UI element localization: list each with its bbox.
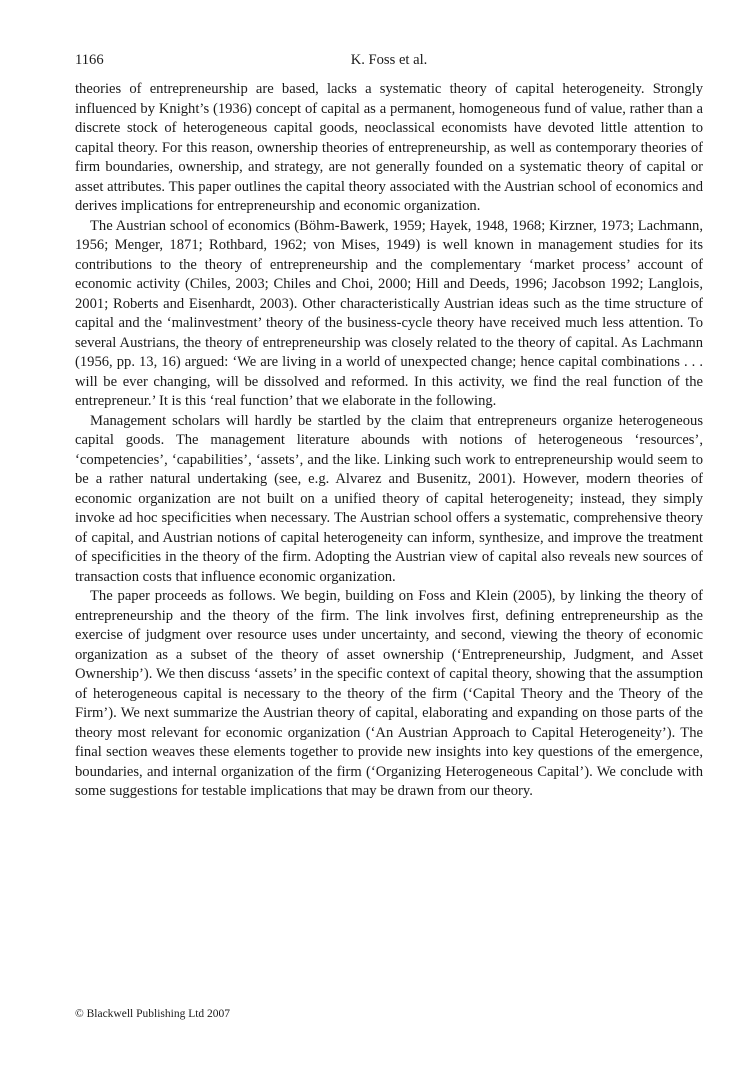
running-head: K. Foss et al. <box>350 52 428 68</box>
page-header <box>75 50 703 72</box>
body-text <box>75 80 703 802</box>
copyright-footer: © Blackwell Publishing Ltd 2007 <box>75 1008 231 1020</box>
paragraph-paper-outline: The paper proceeds as follows. We begin, building on Foss and Klein (2005), by linking the theory of entrepreneurship and the theory of the firm. The link involves first, defining entrepreneurship as the exercise of judgment over resource uses under uncertainty, and second, viewing the theory of economic organization as a subset of the theory of asset ownership (‘Entrepreneurship, Judgment, and Asset Ownership’). We then discuss ‘assets’ in the specific context of capital theory, showing that the assumption of heterogeneous capital is necessary to the theory of the firm (‘Capital Theory and the Theory of the Firm’). We next summarize the Austrian theory of capital, elaborating and expanding on those parts of the theory most relevant for economic organization (‘An Austrian Approach to Capital Heterogeneity’). The final section weaves these elements together to provide new insights into key questions of the emergence, boundaries, and internal organization of the firm (‘Organizing Heterogeneous Capital’). We conclude with some suggestions for testable implications that may be drawn from our theory. <box>75 588 703 799</box>
page-content <box>75 50 703 802</box>
paragraph-management-scholars: Management scholars will hardly be startled by the claim that entrepreneurs organize heterogeneous capital goods. The management literature abounds with notions of heterogeneous ‘resources’, ‘competencies’, ‘capabilities’, ‘assets’, and the like. Linking such work to entrepreneurship would seem to be a rather natural undertaking (see, e.g. Alvarez and Busenitz, 2001). However, modern theories of economic organization are not built on a unified theory of capital heterogeneity; instead, they simply invoke ad hoc specificities when necessary. The Austrian school offers a systematic, comprehensive theory of capital, and Austrian notions of capital heterogeneity can inform, synthesize, and improve the treatment of specificities in the theory of the firm. Adopting the Austrian view of capital also reveals new sources of transaction costs that influence economic organization. <box>75 412 703 585</box>
paragraph-continuation: theories of entrepreneurship are based, lacks a systematic theory of capital heterogeneity. Strongly influenced by Knight’s (1936) concept of capital as a permanent, homogeneous fund of value, rather than a discrete stock of heterogeneous capital goods, neoclassical economists have devoted little attention to capital theory. For this reason, ownership theories of entrepreneurship, as well as contemporary theories of firm boundaries, ownership, and strategy, are not generally founded on a systematic theory of capital or asset attributes. This paper outlines the capital theory associated with the Austrian school of economics and derives implications for entrepreneurship and economic organization. <box>75 81 703 214</box>
paragraph-austrian-school: The Austrian school of economics (Böhm-Bawerk, 1959; Hayek, 1948, 1968; Kirzner, 1973; Lachmann, 1956; Menger, 1871; Rothbard, 1962; von Mises, 1949) is well known in management studies for its contributions to the theory of entrepreneurship and the complementary ‘market process’ account of economic activity (Chiles, 2003; Chiles and Choi, 2000; Hill and Deeds, 1996; Jacobson 1992; Langlois, 2001; Roberts and Eisenhardt, 2003). Other characteristically Austrian ideas such as the time structure of capital and the ‘malinvestment’ theory of the business-cycle theory have received much less attention. To several Austrians, the theory of entrepreneurship was closely related to the theory of capital. As Lachmann (1956, pp. 13, 16) argued: ‘We are living in a world of unexpected change; hence capital combinations . . . will be ever changing, will be dissolved and reformed. In this activity, we find the real function of the entrepreneur.’ It is this ‘real function’ that we elaborate in the following. <box>75 217 703 409</box>
page-number: 1166 <box>75 52 104 68</box>
